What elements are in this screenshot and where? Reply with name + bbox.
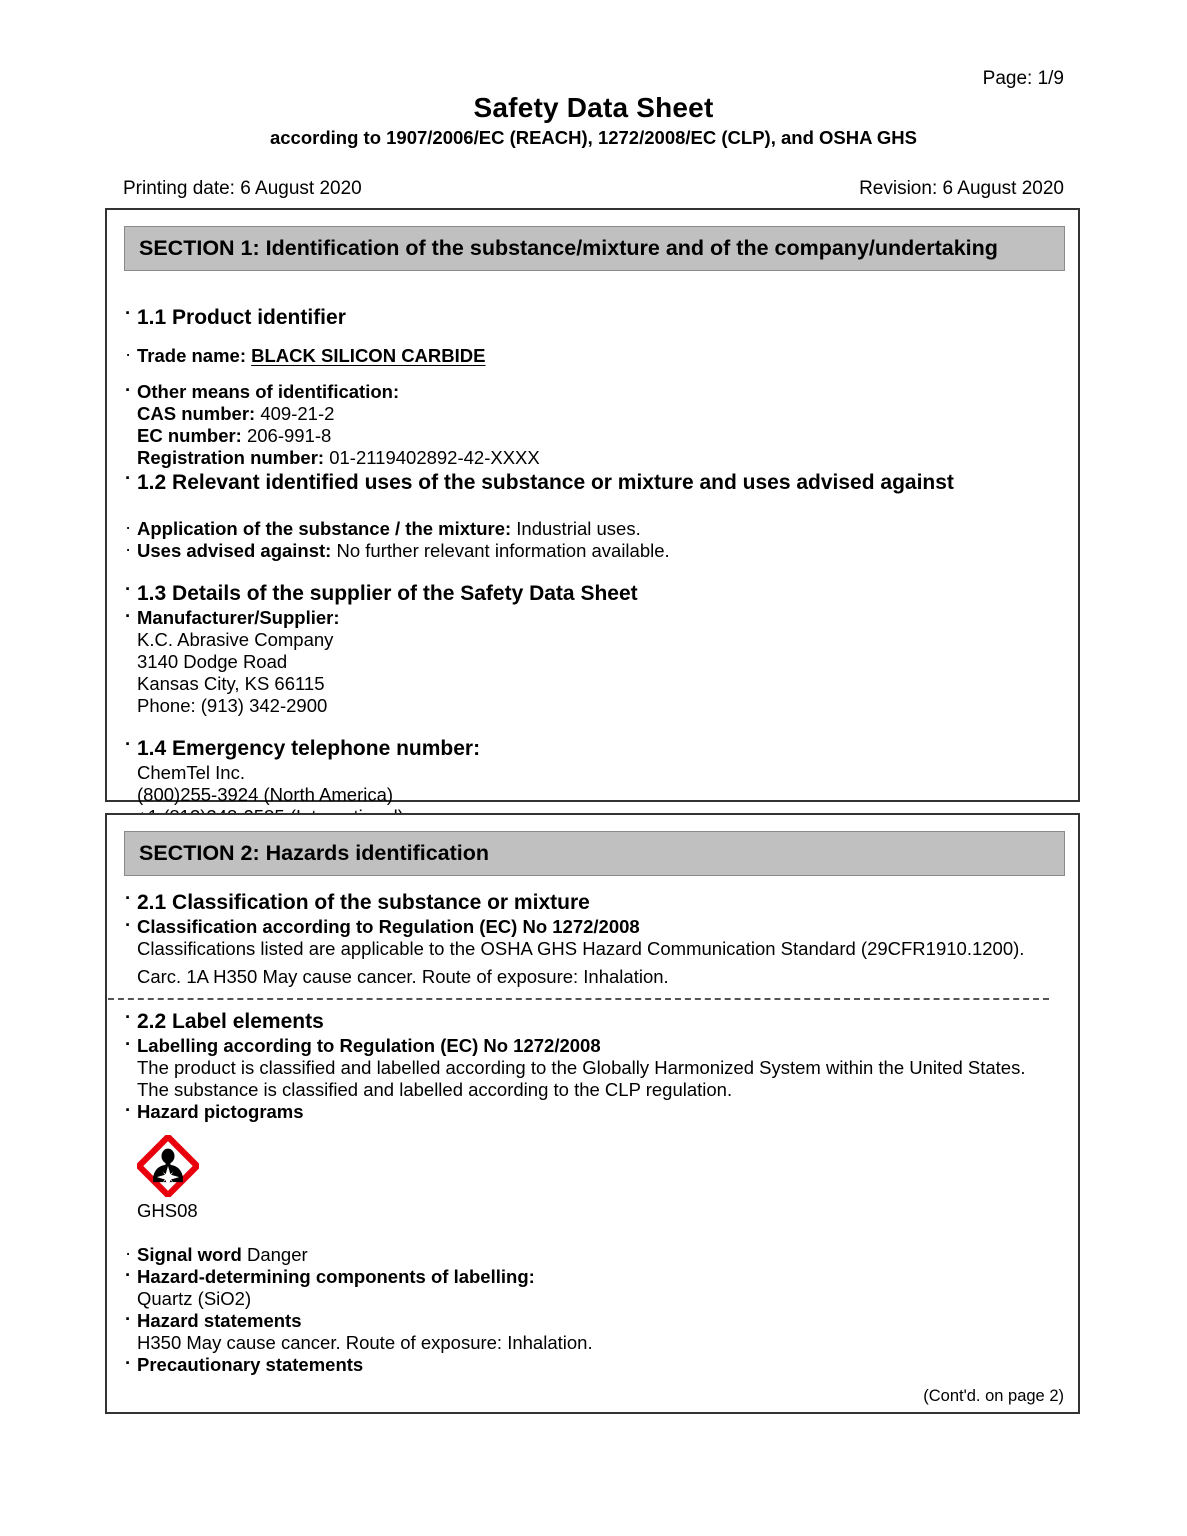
hazard-components-value: Quartz (SiO2)	[137, 1288, 252, 1309]
trade-name-row	[124, 345, 1065, 367]
labelling-text-1: The product is classified and labelled according to the Globally Harmonized System within the United States.	[137, 1057, 1026, 1078]
hazard-pictogram-group	[124, 1123, 1065, 1222]
classification-note: Classifications listed are applicable to the OSHA GHS Hazard Communication Standard (29CFR1910.1200).	[137, 938, 1025, 959]
cas-number-row	[124, 403, 1065, 425]
company-street: 3140 Dodge Road	[137, 651, 288, 672]
application-value: Industrial uses.	[516, 518, 641, 539]
heading-1-1: · 1.1 Product identifier	[124, 304, 1065, 331]
application-label: Application of the substance / the mixture:	[137, 518, 517, 539]
labelling-regulation-label: · Labelling according to Regulation (EC) No 1272/2008	[124, 1035, 1065, 1057]
labelling-text-2: The substance is classified and labelled according to the CLP regulation.	[137, 1079, 733, 1100]
heading-2-2: · 2.2 Label elements	[124, 1008, 1065, 1035]
hazard-components-label: · Hazard-determining components of labelling:	[124, 1266, 1065, 1288]
continuation-note: (Cont'd. on page 2)	[923, 1387, 1064, 1405]
section-1-box	[105, 208, 1080, 805]
uses-advised-against-label: Uses advised against:	[137, 540, 337, 561]
classification-regulation-label: · Classification according to Regulation (EC) No 1272/2008	[124, 916, 1065, 938]
registration-number-label: Registration number:	[137, 447, 330, 468]
heading-1-4: · 1.4 Emergency telephone number:	[124, 735, 1065, 762]
precautionary-statements-label: · Precautionary statements	[124, 1354, 1065, 1376]
emergency-phone-north-america: (800)255-3924 (North America)	[137, 784, 394, 805]
ec-number-row	[124, 425, 1065, 447]
signal-word-row	[124, 1244, 1065, 1266]
document-title: Safety Data Sheet	[473, 92, 714, 123]
application-row	[124, 518, 1065, 540]
hazard-pictograms-label: · Hazard pictograms	[124, 1101, 1065, 1123]
manufacturer-supplier-label: · Manufacturer/Supplier:	[124, 607, 1065, 629]
signal-word-value: Danger	[246, 1244, 308, 1265]
uses-advised-against-row	[124, 540, 1065, 562]
document-subtitle: according to 1907/2006/EC (REACH), 1272/2008/EC (CLP), and OSHA GHS	[269, 127, 917, 148]
registration-number-value: 01-2119402892-42-XXXX	[329, 447, 540, 468]
hazard-statements-label: · Hazard statements	[124, 1310, 1065, 1332]
section-2-box	[105, 813, 1080, 1414]
company-city: Kansas City, KS 66115	[137, 673, 325, 694]
cas-number-label: CAS number:	[137, 403, 261, 424]
other-means-label: · Other means of identification:	[124, 381, 1065, 403]
printing-date: Printing date: 6 August 2020	[123, 178, 362, 199]
cas-number-value: 409-21-2	[260, 403, 335, 424]
section-2-body	[124, 875, 1065, 1376]
pictogram-code: GHS08	[137, 1200, 198, 1221]
revision-date: Revision: 6 August 2020	[859, 178, 1064, 199]
section-2-banner: SECTION 2: Hazards identification	[124, 831, 1065, 876]
company-name: K.C. Abrasive Company	[137, 629, 334, 650]
classification-entry: Carc. 1A H350 May cause cancer. Route of exposure: Inhalation.	[137, 966, 669, 987]
ghs08-health-hazard-icon	[137, 1135, 199, 1197]
trade-name-value: BLACK SILICON CARBIDE	[251, 345, 486, 366]
emergency-company: ChemTel Inc.	[137, 762, 245, 783]
section-1-banner: SECTION 1: Identification of the substance/mixture and of the company/undertaking	[124, 226, 1065, 271]
ec-number-value: 206-991-8	[246, 425, 332, 446]
heading-1-2: · 1.2 Relevant identified uses of the substance or mixture and uses advised against	[124, 469, 1065, 496]
trade-name-label: Trade name:	[137, 345, 252, 366]
ec-number-label: EC number:	[137, 425, 247, 446]
uses-advised-against-value: No further relevant information available.	[336, 540, 670, 561]
heading-2-1: · 2.1 Classification of the substance or mixture	[124, 889, 1065, 916]
company-phone: Phone: (913) 342-2900	[137, 695, 328, 716]
hazard-statements-value: H350 May cause cancer. Route of exposure: Inhalation.	[137, 1332, 593, 1353]
section-divider	[108, 998, 1049, 1000]
section-1-body	[124, 304, 1065, 828]
page-number: Page: 1/9	[982, 68, 1064, 89]
heading-1-3: · 1.3 Details of the supplier of the Safety Data Sheet	[124, 580, 1065, 607]
signal-word-label: Signal word	[137, 1244, 247, 1265]
registration-number-row	[124, 447, 1065, 469]
